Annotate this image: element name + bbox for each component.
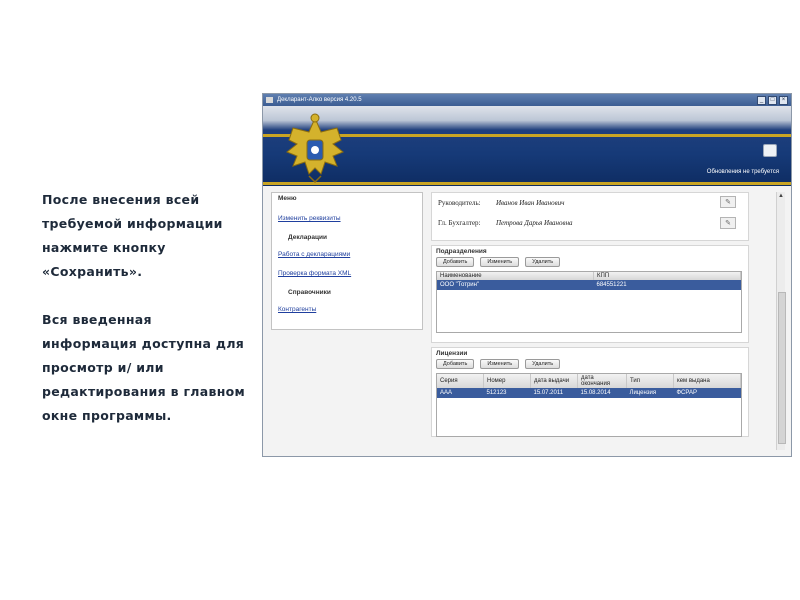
column-header[interactable]: дата выдачи	[531, 374, 578, 388]
edit-subdivision-button[interactable]: Изменить	[480, 257, 519, 267]
instruction-line: информация доступна для	[42, 336, 245, 351]
column-header[interactable]: КПП	[594, 272, 741, 280]
subdivisions-title: Подразделения	[436, 248, 487, 255]
edit-head-button[interactable]: ✎	[720, 196, 736, 208]
column-header[interactable]: Тип	[627, 374, 674, 388]
instruction-line: нажмите кнопку	[42, 240, 166, 255]
table-cell: ФСРАР	[674, 388, 741, 398]
minimize-button[interactable]: _	[757, 96, 766, 105]
edit-accountant-button[interactable]: ✎	[720, 217, 736, 229]
instruction-line: После внесения всей	[42, 192, 200, 207]
instruction-line: просмотр и/ или	[42, 360, 164, 375]
responsible-persons	[431, 192, 749, 241]
menu-section-declarations: Декларации	[288, 234, 327, 241]
accountant-label: Гл. Бухгалтер:	[438, 219, 481, 227]
instruction-line: окне программы.	[42, 408, 172, 423]
accountant-value: Петрова Дарья Ивановна	[496, 219, 573, 227]
update-icon[interactable]	[763, 144, 777, 157]
add-license-button[interactable]: Добавить	[436, 359, 474, 369]
instruction-line: редактирования в главном	[42, 384, 246, 399]
header-banner	[263, 106, 791, 186]
maximize-button[interactable]: □	[768, 96, 777, 105]
head-value: Иванов Иван Иванович	[496, 199, 565, 207]
menu-header: Меню	[278, 195, 297, 202]
column-header[interactable]: кем выдана	[674, 374, 741, 388]
coat-of-arms-icon	[279, 110, 351, 184]
table-cell: 512123	[484, 388, 531, 398]
instruction-line: требуемой информации	[42, 216, 223, 231]
licenses-group	[431, 347, 749, 437]
window-title: Декларант-Алко версия 4.20.5	[277, 97, 362, 103]
column-header[interactable]: дата окончания	[578, 374, 627, 388]
app-window	[262, 93, 792, 457]
subdivisions-table	[436, 271, 742, 333]
vertical-scrollbar[interactable]	[776, 192, 785, 450]
column-header[interactable]: Наименование	[437, 272, 594, 280]
side-menu	[271, 192, 423, 330]
licenses-title: Лицензии	[436, 350, 468, 357]
change-requisites-link[interactable]: Изменить реквизиты	[278, 215, 341, 222]
instruction-line: Вся введенная	[42, 312, 152, 327]
table-row[interactable]	[437, 280, 741, 290]
app-icon	[266, 97, 273, 103]
add-subdivision-button[interactable]: Добавить	[436, 257, 474, 267]
column-header[interactable]: Серия	[437, 374, 484, 388]
instruction-line: «Сохранить».	[42, 264, 143, 279]
counterparties-link[interactable]: Контрагенты	[278, 306, 317, 313]
delete-license-button[interactable]: Удалить	[525, 359, 560, 369]
close-button[interactable]: ×	[779, 96, 788, 105]
table-cell: 15.08.2014	[578, 388, 627, 398]
scroll-up-icon[interactable]: ▲	[778, 193, 784, 199]
table-row[interactable]	[437, 388, 741, 398]
table-cell: ААА	[437, 388, 484, 398]
menu-section-references: Справочники	[288, 289, 331, 296]
column-header[interactable]: Номер	[484, 374, 531, 388]
table-cell: Лицензия	[627, 388, 674, 398]
subdivisions-group	[431, 245, 749, 343]
check-xml-link[interactable]: Проверка формата XML	[278, 270, 352, 277]
update-status: Обновления не требуется	[706, 169, 779, 175]
work-declarations-link[interactable]: Работа с декларациями	[278, 251, 351, 258]
edit-license-button[interactable]: Изменить	[480, 359, 519, 369]
scroll-thumb[interactable]	[778, 292, 786, 444]
details-panel	[431, 192, 749, 437]
head-label: Руководитель:	[438, 199, 481, 207]
instruction-text	[42, 188, 257, 428]
table-cell: 15.07.2011	[531, 388, 578, 398]
title-bar[interactable]	[263, 94, 791, 106]
main-content	[263, 186, 791, 456]
table-cell: ООО "Тотрин"	[437, 280, 594, 290]
delete-subdivision-button[interactable]: Удалить	[525, 257, 560, 267]
licenses-table	[436, 373, 742, 437]
table-cell: 684551221	[594, 280, 741, 290]
